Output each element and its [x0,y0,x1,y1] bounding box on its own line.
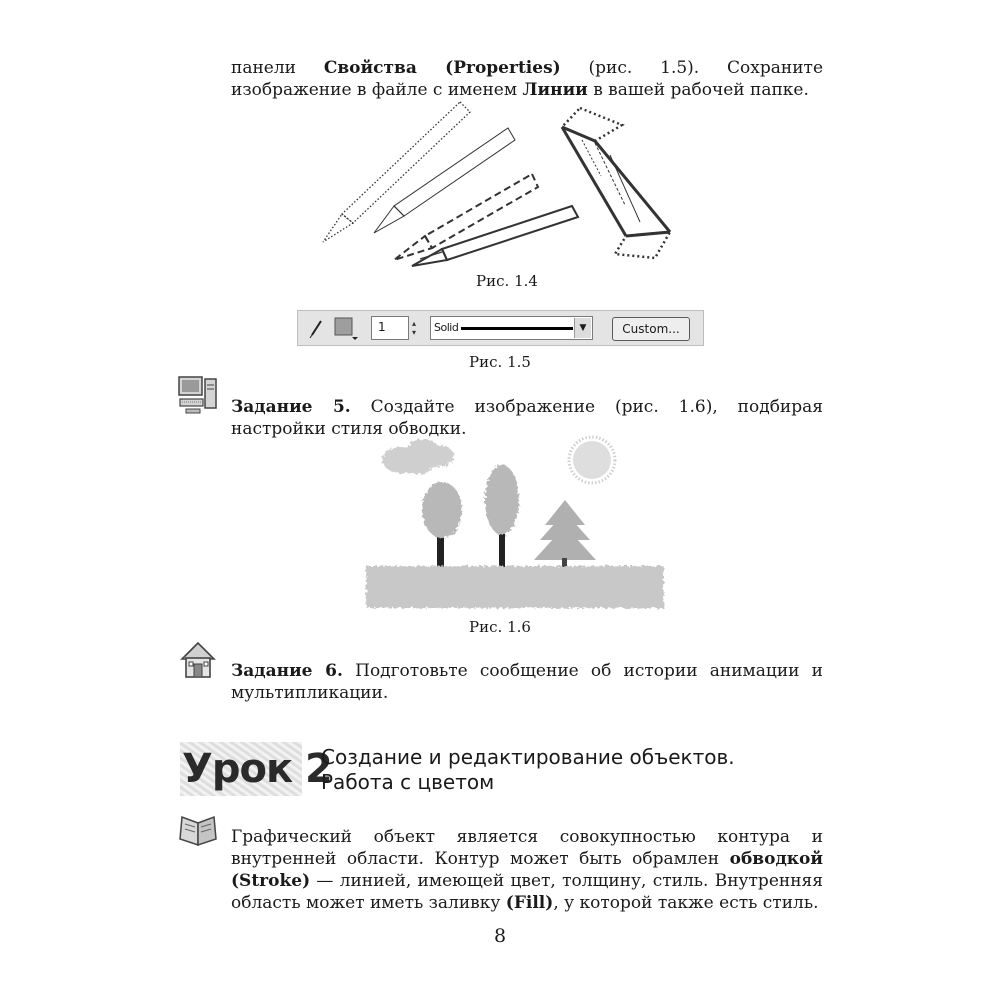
crystal-shape [562,108,670,258]
fill-color-icon[interactable] [334,317,360,341]
thin-solid-pencil [374,128,515,233]
intro-paragraph: панели Свойства (Properties) (рис. 1.5). Сохраните изображение в файле с именем Линии в вашей рабочей папке. [231,58,824,100]
stroke-style-preview [461,327,573,330]
custom-button[interactable]: Custom... [612,317,690,341]
fill-term: (Fill) [505,893,554,913]
page-number: 8 [493,925,507,947]
body-paragraph: Графический объект является совокупностью контура и внутренней области. Контур может быть обрамлен обводкой (Stroke) — линией, имеющей цвет, толщину, стиль. Внутренняя область может иметь заливку (Fill), у которой также есть стиль. [231,827,823,913]
stroke-term: обводкой (Stroke) [231,849,823,891]
stroke-properties-toolbar [297,310,704,346]
figure-1-6-landscape [360,430,670,615]
task-5-paragraph: Задание 5. Создайте изображение (рис. 1.6), подбирая настройки стиля обводки. [231,397,824,439]
tree-middle [485,465,519,567]
stroke-width-input[interactable]: 1 [371,316,409,340]
task-5-label: Задание 5. [231,397,351,417]
book-icon [178,815,218,847]
stroke-style-label: Solid [434,321,459,334]
fir-tree [534,500,596,567]
figure-1-6-caption: Рис. 1.6 [469,618,531,636]
lesson-badge [180,742,332,796]
dotted-pencil [323,102,470,242]
file-name-term: Линии [522,80,588,100]
task-6-label: Задание 6. [231,661,343,681]
computer-icon [178,376,218,416]
tree-left [422,482,462,567]
lesson-title-line-2: Работа с цветом [321,770,495,794]
lesson-badge-text: Урок 2 [182,746,332,792]
chevron-down-icon[interactable]: ▼ [574,318,591,338]
figure-1-5-caption: Рис. 1.5 [469,353,531,371]
lesson-title-line-1: Создание и редактирование объектов. [321,745,735,769]
cloud [382,439,454,474]
stroke-style-select[interactable] [430,316,593,340]
thick-solid-pencil [412,206,578,266]
lesson-title [321,745,821,795]
figure-1-4-caption: Рис. 1.4 [476,272,538,290]
ground [366,566,664,608]
sun [569,437,615,483]
task-6-paragraph: Задание 6. Подготовьте сообщение об истории анимации и мультипликации. [231,661,824,703]
house-icon [180,641,216,679]
stroke-width-spinner[interactable]: ▴ ▾ [412,319,417,337]
dashed-pencil [394,174,538,260]
figure-1-4-pencils [310,100,690,270]
properties-term: Свойства (Properties) [323,58,561,78]
pencil-icon[interactable] [308,319,324,339]
